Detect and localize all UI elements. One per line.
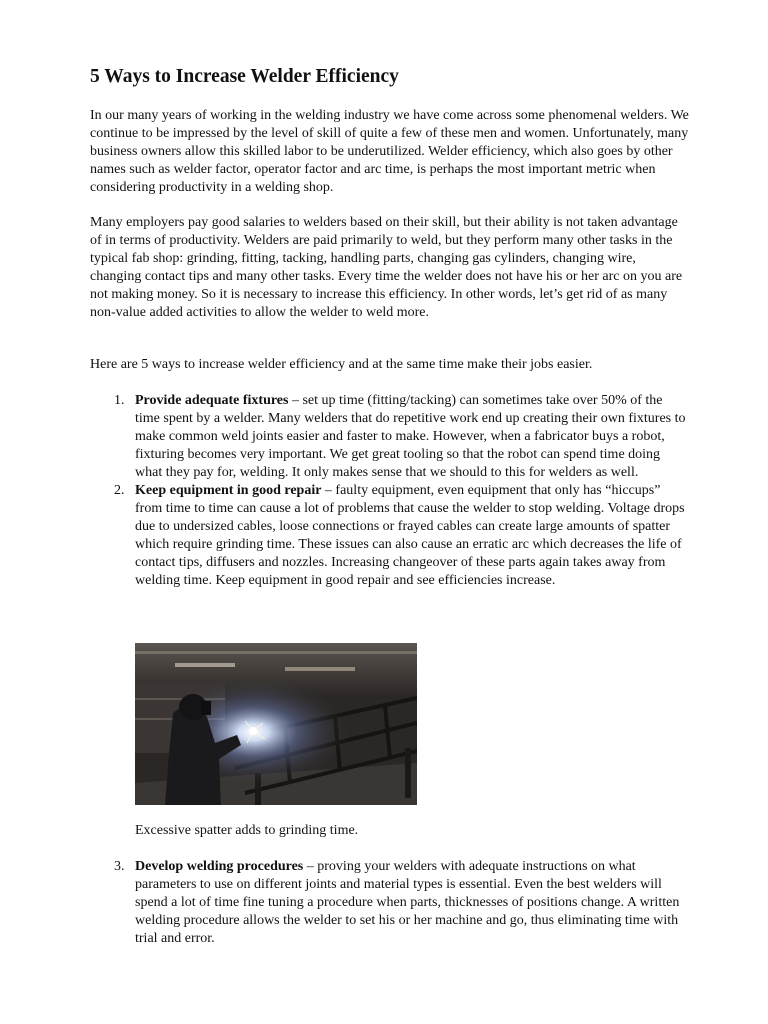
list-item-equipment xyxy=(90,482,690,590)
list-number: 1. xyxy=(114,393,125,408)
list-item-body: – faulty equipment, even equipment that only has “hiccups” from time to time can cause a lot of problems that cause the welder to stop welding. Voltage drops due to undersized cables, loose connections or frayed cables can create large amounts of spatter which require grinding time. These issues can also cause an erratic arc which decreases the life of contact tips, diffusers and nozzles. Increasing changeover of these parts again takes away from welding time. Keep equipment in good repair and see efficiencies increase. xyxy=(135,483,685,588)
list-item-heading: Provide adequate fixtures xyxy=(135,393,289,408)
list-item-fixtures xyxy=(90,392,690,482)
list-item-body: – set up time (fitting/tacking) can sometimes take over 50% of the time spent by a welder. Many welders that do repetitive work end up creating their own fixtures to make common weld joints easier and faster to make. However, when a fabricator buys a robot, fixturing becomes very important. We get great tooling so that the robot can spend time doing what they pay for, welding. It only makes sense that we should to this for welders as well. xyxy=(135,393,686,480)
list-number: 2. xyxy=(114,483,125,498)
list-item-procedures xyxy=(90,858,690,948)
list-intro-paragraph: Here are 5 ways to increase welder efficiency and at the same time make their jobs easier. xyxy=(90,357,593,372)
welding-photo xyxy=(135,643,417,805)
intro-paragraph: In our many years of working in the welding industry we have come across some phenomenal welders. We continue to be impressed by the level of skill of quite a few of these men and women. Unfortunately, many business owners allow this skilled labor to be underutilized. Welder efficiency, which also goes by other names such as welder factor, operator factor and arc time, is perhaps the most important metric when considering productivity in a welding shop. xyxy=(90,108,689,195)
employers-paragraph: Many employers pay good salaries to welders based on their skill, but their ability is not taken advantage of in terms of productivity. Welders are paid primarily to weld, but they perform many other tasks in the typical fab shop: grinding, fitting, tacking, handling parts, changing gas cylinders, changing wire, changing contact tips and many other tasks. Every time the welder does not have his or her arc on you are not making money. So it is necessary to increase this efficiency. In other words, let’s get rid of as many non-value added activities to allow the welder to weld more. xyxy=(90,215,683,320)
list-item-body: – proving your welders with adequate instructions on what parameters to use on different joints and material types is essential. Even the best welders will spend a lot of time fine tuning a procedure when parts, thicknesses of positions change. A written welding procedure allows the welder to set his or her machine and go, thus eliminating time with trial and error. xyxy=(135,859,680,946)
list-item-heading: Develop welding procedures xyxy=(135,859,304,874)
list-number: 3. xyxy=(114,859,125,874)
list-item-heading: Keep equipment in good repair xyxy=(135,483,322,498)
document-title: 5 Ways to Increase Welder Efficiency xyxy=(90,66,399,87)
photo-caption: Excessive spatter adds to grinding time. xyxy=(135,823,359,838)
numbered-list xyxy=(90,392,690,590)
numbered-list-continued xyxy=(90,858,690,948)
